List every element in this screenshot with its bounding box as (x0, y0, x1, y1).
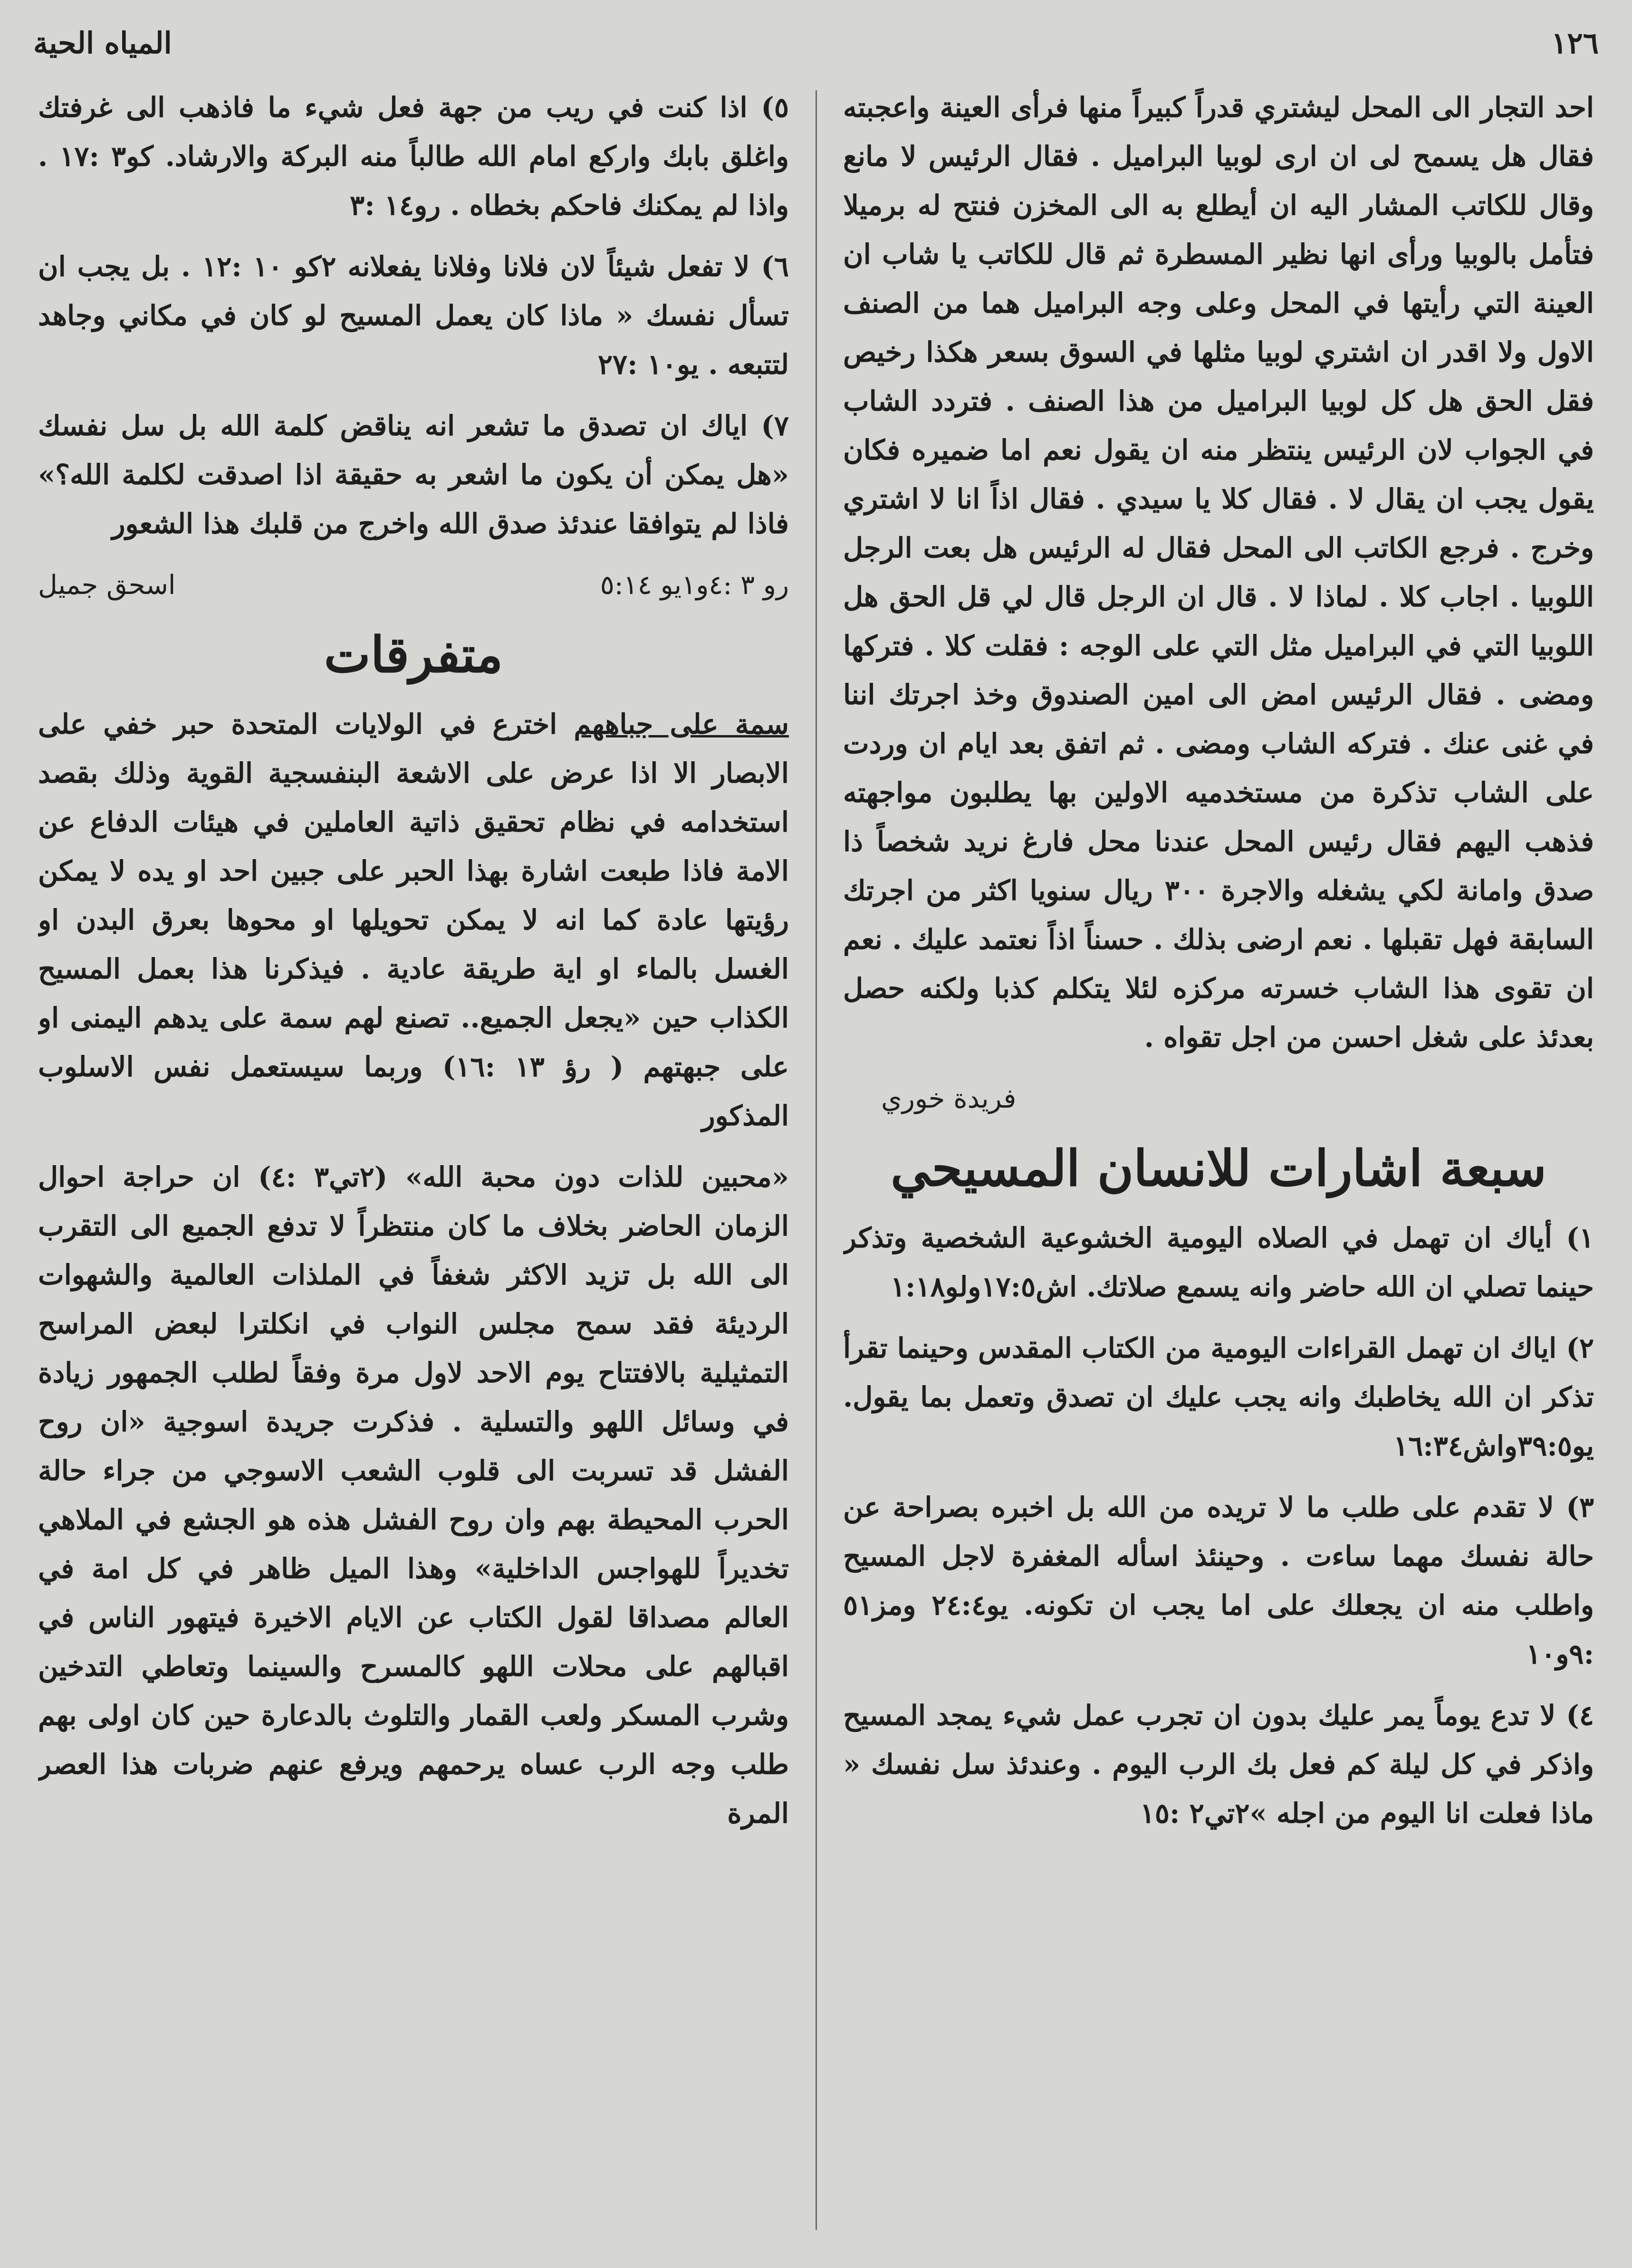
point-2: ٢) اياك ان تهمل القراءات اليومية من الكتاب المقدس وحينما تقرأ تذكر ان الله يخاطبك وانه يجب عليك ان تصدق وتعمل بما يقول. يو٣٩:٥واش١٦:٣٤ (843, 1332, 1594, 1462)
left-column (38, 83, 789, 2239)
column-divider (816, 90, 817, 2230)
points-author: اسحق جميل (38, 570, 176, 601)
story-author: فريدة خوري (881, 1083, 1017, 1114)
story-paragraph: احد التجار الى المحل ليشتري قدراً كبيراً منها فرأى العينة واعجبته فقال هل يسمح لى ان ارى لوبيا البراميل . فقال الرئيس لا مانع وقال للكاتب المشار اليه ان أيطلع به الى المخزن فنتح له برميلا فتأمل بالوبيا ورأى انها نظير المسطرة ثم قال للكاتب يا شاب ان العينة التي رأيتها في المحل وعلى وجه البراميل هما من الصنف الاول ولا اقدر ان اشتري لوبيا مثلها في السوق بسعر هكذا رخيص فقل الحق هل كل لوبيا البراميل من هذا الصنف . فتردد الشاب في الجواب لان الرئيس ينتظر منه ان يقول نعم اما ضميره فكان يقول يجب ان يقال لا . فقال كلا يا سيدي . فقال اذاً انا لا اشتري وخرج . فرجع الكاتب الى المحل فقال له الرئيس هل بعت الرجل اللوبيا . اجاب كلا . لماذا لا . قال ان الرجل قال لي قل الحق هل اللوبيا التي في البراميل مثل التي على الوجه : فقلت كلا . فتركها ومضى . فقال الرئيس امض الى امين الصندوق وخذ اجرتك اننا في غنى عنك . فتركه الشاب ومضى . ثم اتفق بعد ايام ان وردت على الشاب تذكرة من مستخدميه الاولين بها يطلبون مواجهته فذهب اليهم فقال رئيس المحل عندنا محل فارغ نريد شخصاً ذا صدق وامانة لكي يشغله والاجرة ٣٠٠ ريال سنويا اكثر من اجرتك السابقة فهل تقبلها . نعم ارضى بذلك . حسناً اذاً نعتمد عليك . نعم ان تقوى هذا الشاب خسرته مركزه لئلا يتكلم كذبا ولكنه حصل بعدئذ على شغل احسن من اجل تقواه . (843, 91, 1594, 1053)
misc-paragraph-2: «محبين للذات دون محبة الله» (٢تي٣ :٤) ان حراجة احوال الزمان الحاضر بخلاف ما كان منتظراً لا تدفع الجميع الى التقرب الى الله بل تزيد الاكثر شغفاً في الملذات العالمية والشهوات الرديئة فقد سمح مجلس النواب في انكلترا لبعض المراسح التمثيلية بالافتتاح يوم الاحد لاول مرة وفقاً لطلب الجمهور زيادة في وسائل اللهو والتسلية . فذكرت جريدة اسوجية «ان روح الفشل قد تسربت الى قلوب الشعب الاسوجي من جراء حالة الحرب المحيطة بهم وان روح الفشل هذه هو الجشع في الملاهي تخديراً للهواجس الداخلية» وهذا الميل ظاهر في كل امة في العالم مصداقا لقول الكتاب عن الايام الاخيرة فيتهور الناس في اقبالهم على محلات اللهو كالمسرح والسينما وتعاطي التدخين وشرب المسكر ولعب القمار والتلوث بالدعارة حين كان اولى بهم طلب وجه الرب عساه يرحمهم ويرفع عنهم ضربات هذا العصر المرة (38, 1161, 789, 1829)
section-title-miscellany: متفرقات (324, 625, 503, 684)
journal-title: المياه الحية (33, 25, 172, 60)
point-6: ٦) لا تفعل شيئاً لان فلانا وفلانا يفعلانه ٢كو ١٠ :١٢ . بل يجب ان تسأل نفسك « ماذا كان يعمل المسيح لو كان في مكاني وجاهد لتتبعه . يو١٠ :٢٧ (38, 250, 789, 381)
points-references: رو ٣ :٤و١يو ٥:١٤ (600, 570, 789, 601)
misc-paragraph-1-text: اخترع في الولايات المتحدة حبر خفي على الابصار الا اذا عرض على الاشعة البنفسجية القوية وذلك بقصد استخدامه في نظام تحقيق ذاتية العاملين في هيئات الدفاع عن الامة فاذا طبعت اشارة بهذا الحبر على جبين احد او يده لا يمكن رؤيتها عادة كما انه لا يمكن تحويلها او محوها بعرق البدن او الغسل بالماء او اية طريقة عادية . فيذكرنا هذا بعمل المسيح الكذاب حين «يجعل الجميع.. تصنع لهم سمة على يدهم اليمنى او على جبهتهم ( رؤ ١٣ :١٦) وربما سيستعمل نفس الاسلوب المذكور (38, 708, 789, 1132)
right-column (843, 83, 1594, 2239)
point-3: ٣) لا تقدم على طلب ما لا تريده من الله بل اخبره بصراحة عن حالة نفسك مهما ساءت . وحينئذ اسأله المغفرة لاجل المسيح واطلب منه ان يجعلك على اما يجب ان تكونه. يو٢٤:٤ ومز٥١ :٩و١٠ (843, 1491, 1594, 1670)
point-5: ٥) اذا كنت في ريب من جهة فعل شيء ما فاذهب الى غرفتك واغلق بابك واركع امام الله طالباً منه البركة والارشاد. كو٣ :١٧ . واذا لم يمكنك فاحكم بخطاه . رو١٤ :٣ (38, 91, 789, 221)
misc-topic-heading: سمة على جباههم (574, 708, 789, 740)
story-signature (843, 1074, 1594, 1123)
section-title-seven-signs: سبعة اشارات للانسان المسيحي (890, 1139, 1547, 1197)
point-7: ٧) اياك ان تصدق ما تشعر انه يناقض كلمة الله بل سل نفسك «هل يمكن أن يكون ما اشعر به حقيقة اذا اصدقت لكلمة الله؟» فاذا لم يتوافقا عندئذ صدق الله واخرج من قلبك هذا الشعور (38, 410, 789, 540)
point-1: ١) أياك ان تهمل في الصلاه اليومية الخشوعية الشخصية وتذكر حينما تصلي ان الله حاضر وانه يسمع صلاتك. اش١٧:٥ولو١:١٨ (843, 1222, 1594, 1303)
misc-paragraph-1 (38, 700, 789, 1140)
point-4: ٤) لا تدع يوماً يمر عليك بدون ان تجرب عمل شيء يمجد المسيح واذكر في كل ليلة كم فعل بك الرب اليوم . وعندئذ سل نفسك « ماذا فعلت انا اليوم من اجله »٢تي٢ :١٥ (843, 1699, 1594, 1829)
points-signature (38, 561, 789, 610)
page-header (33, 14, 1599, 71)
page-number: ١٢٦ (1551, 25, 1599, 60)
